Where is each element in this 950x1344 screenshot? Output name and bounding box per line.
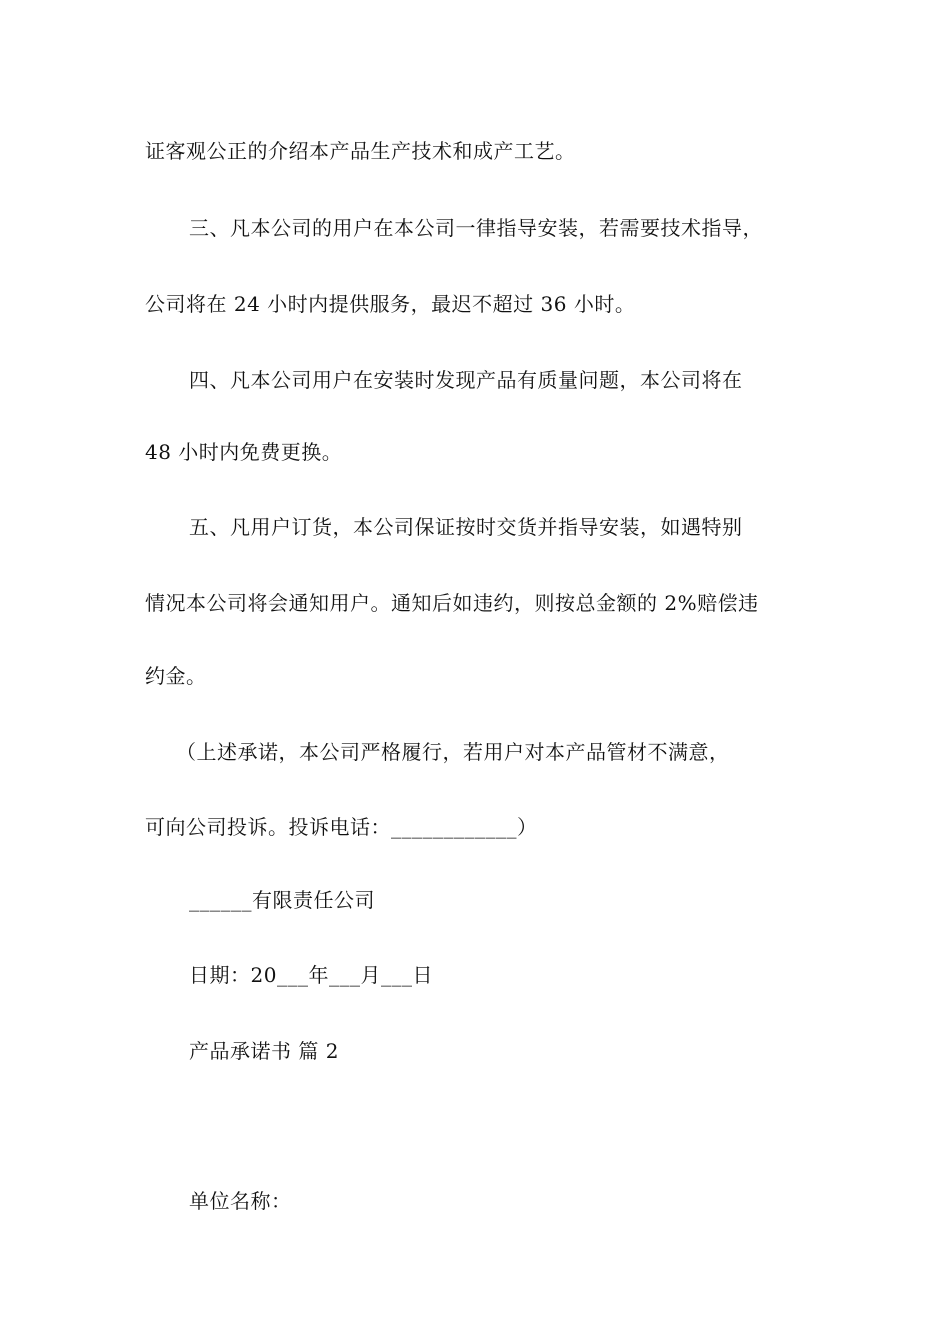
paragraph-line: 五、凡用户订货，本公司保证按时交货并指导安装，如遇特别 (189, 515, 743, 539)
company-signature-line: ______有限责任公司 (189, 888, 375, 912)
paragraph-line: 三、凡本公司的用户在本公司一律指导安装，若需要技术指导， (189, 216, 763, 240)
paragraph-line: 48 小时内免费更换。 (145, 440, 343, 464)
section-heading: 产品承诺书 篇 2 (189, 1039, 339, 1063)
paragraph-line: 约金。 (145, 664, 207, 688)
paragraph-line: 情况本公司将会通知用户。通知后如违约，则按总金额的 2%赔偿违 (145, 591, 759, 615)
paragraph-line: 公司将在 24 小时内提供服务，最迟不超过 36 小时。 (145, 292, 636, 316)
paragraph-line: （上述承诺，本公司严格履行，若用户对本产品管材不满意， (176, 740, 730, 764)
date-line: 日期：20___年___月___日 (189, 963, 433, 987)
paragraph-line: 四、凡本公司用户在安装时发现产品有质量问题，本公司将在 (189, 368, 743, 392)
paragraph-line: 可向公司投诉。投诉电话：____________） (145, 815, 538, 839)
unit-name-label: 单位名称： (189, 1189, 292, 1213)
paragraph-line: 证客观公正的介绍本产品生产技术和成产工艺。 (145, 139, 576, 163)
